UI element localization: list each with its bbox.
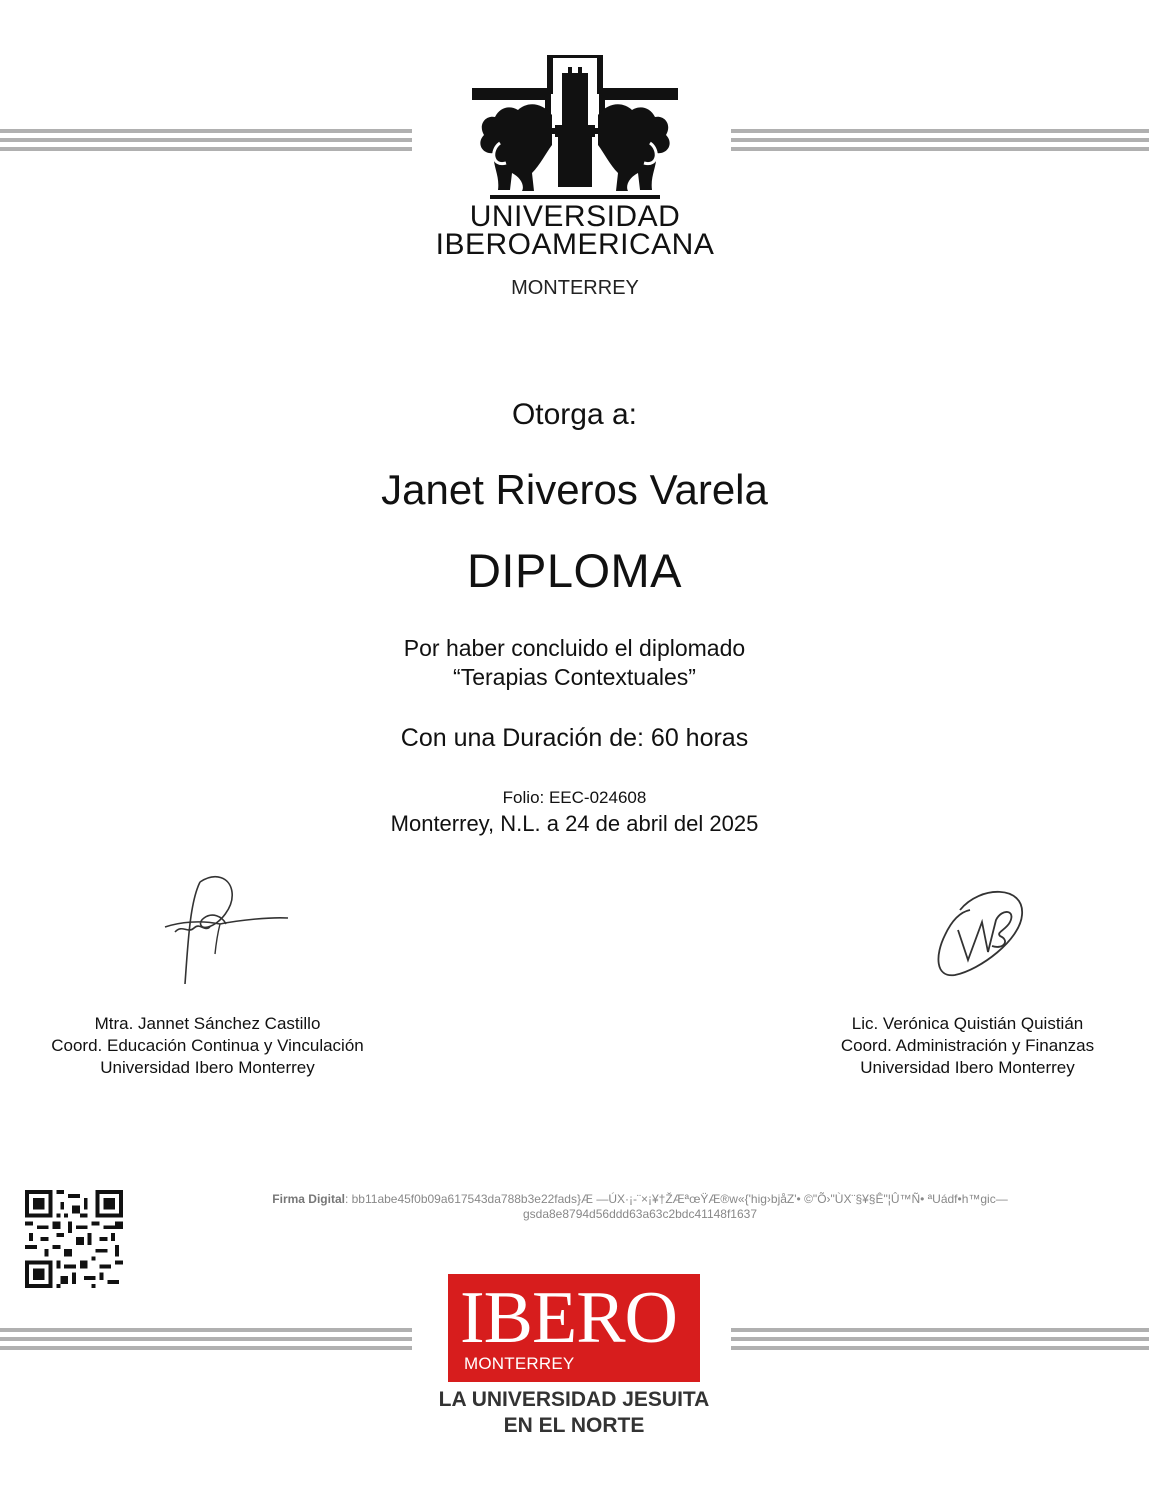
signer-right-institution: Universidad Ibero Monterrey [860,1058,1075,1077]
ibero-logo [448,1274,700,1382]
tagline [420,1387,728,1439]
signer-left-name: Mtra. Jannet Sánchez Castillo [94,1014,321,1033]
place-and-date: Monterrey, N.L. a 24 de abril del 2025 [390,811,759,836]
signer-right [790,1013,1145,1079]
signer-left-institution: Universidad Ibero Monterrey [100,1058,315,1077]
digital-signature [215,1192,1065,1222]
bottom-left-stripes [0,1328,412,1358]
right-signature-icon [930,880,1030,980]
university-crest-logo [420,55,730,300]
completion-line: Por haber concluido el diplomado [403,635,746,661]
completion-statement [0,634,1149,692]
signer-right-role: Coord. Administración y Finanzas [840,1036,1095,1055]
recipient-name: Janet Riveros Varela [381,466,768,513]
university-name-line2: IBEROAMERICANA [435,228,715,261]
folio-number: Folio: EEC-024608 [502,788,647,807]
signer-left [10,1013,405,1079]
left-signature-icon [160,872,295,992]
crest-emblem-icon [470,55,680,203]
digital-signature-hash-line2: gsda8e8794d56ddd63a63c2bdc41148f1637 [522,1207,757,1221]
tagline-line1: LA UNIVERSIDAD JESUITA [438,1388,710,1411]
top-left-stripes [0,129,412,159]
signer-left-role: Coord. Educación Continua y Vinculación [51,1036,364,1055]
ibero-logo-city: MONTERREY [464,1354,575,1373]
top-right-stripes [731,129,1149,159]
bottom-right-stripes [731,1328,1149,1358]
diploma-title: DIPLOMA [466,544,683,597]
tagline-line2: EN EL NORTE [503,1414,645,1437]
course-name: “Terapias Contextuales” [453,664,696,690]
digital-signature-hash: : bb11abe45f0b09a617543da788b3e22fads}Æ —ÚX·¡-¨×¡¥†ŽÆªœŸÆ®w«{'hig›bjåZ'• ©"Õ›"ÙX¨§¥§Ê"¦Û™Ñ• ªUádf•h™gic— [344,1192,1008,1206]
signer-right-name: Lic. Verónica Quistián Quistián [851,1014,1084,1033]
university-name-line1: UNIVERSIDAD [469,200,681,233]
university-city: MONTERREY [511,277,639,299]
course-duration: Con una Duración de: 60 horas [400,724,749,752]
ibero-logo-word: IBERO [460,1277,677,1359]
grant-label: Otorga a: [511,398,638,431]
digital-signature-label: Firma Digital [272,1192,345,1206]
qr-code-icon[interactable] [25,1190,123,1288]
